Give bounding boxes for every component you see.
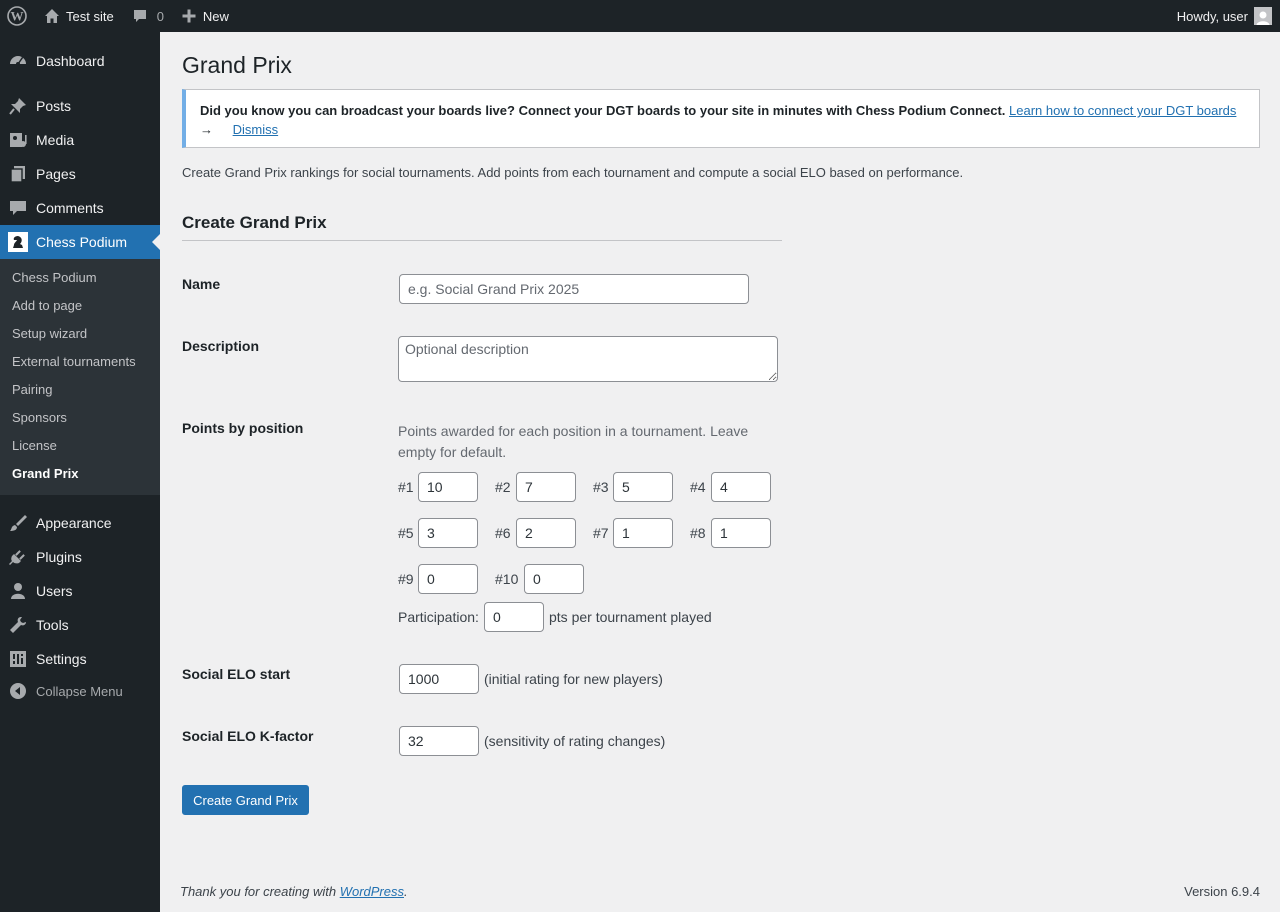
position-8-input[interactable]: [711, 518, 771, 548]
participation-label: Participation:: [398, 609, 479, 625]
sidebar-item-label: Dashboard: [36, 53, 105, 69]
elo-k-label: Social ELO K-factor: [182, 728, 314, 744]
footer-thanks-suffix: .: [404, 884, 408, 899]
current-menu-arrow: [152, 234, 160, 250]
home-icon: [44, 8, 60, 24]
wrench-icon: [0, 615, 36, 635]
comment-icon: [0, 198, 36, 218]
sidebar-item-settings[interactable]: [0, 642, 160, 676]
submenu-item-license[interactable]: License: [12, 438, 57, 453]
admin-sidebar: [0, 32, 160, 912]
settings-icon: [0, 649, 36, 669]
name-label: Name: [182, 276, 221, 292]
participation-input[interactable]: [484, 602, 544, 632]
position-label: #3: [593, 479, 609, 495]
points-hint: Points awarded for each position in a tournament. Leave empty for default.: [398, 423, 749, 460]
site-name-link[interactable]: [34, 0, 114, 32]
submenu-item-grand-prix[interactable]: Grand Prix: [12, 466, 79, 481]
svg-text:W: W: [10, 8, 24, 24]
new-content-link[interactable]: [164, 0, 229, 32]
comments-link[interactable]: [114, 0, 164, 32]
comments-count: 0: [156, 8, 164, 24]
dismiss-link[interactable]: Dismiss: [232, 122, 279, 137]
info-notice: [182, 89, 1260, 148]
chess-podium-icon: [0, 232, 36, 252]
sidebar-item-label: Settings: [36, 651, 87, 667]
admin-bar: [0, 0, 1280, 32]
sidebar-item-label: Tools: [36, 617, 69, 633]
wordpress-link[interactable]: WordPress: [339, 884, 404, 899]
position-6-input[interactable]: [516, 518, 576, 548]
site-name: Test site: [66, 8, 114, 24]
submenu-item-pairing[interactable]: Pairing: [12, 382, 53, 397]
position-7-input[interactable]: [613, 518, 673, 548]
sidebar-item-media[interactable]: [0, 123, 160, 157]
position-label: #2: [495, 479, 511, 495]
sidebar-item-chess-podium[interactable]: [0, 225, 160, 259]
submenu-item-sponsors[interactable]: Sponsors: [12, 410, 67, 425]
sidebar-item-label: Posts: [36, 98, 72, 114]
position-4-input[interactable]: [711, 472, 771, 502]
submenu-item-add-to-page[interactable]: Add to page: [12, 298, 83, 313]
footer-thanks-prefix: Thank you for creating with: [180, 884, 340, 899]
position-label: #5: [398, 525, 414, 541]
sidebar-item-label: Pages: [36, 166, 76, 182]
footer-version: Version 6.9.4: [1184, 884, 1260, 899]
points-label: Points by position: [182, 420, 304, 436]
sidebar-item-users[interactable]: [0, 574, 160, 608]
pages-icon: [0, 164, 36, 184]
sidebar-item-tools[interactable]: [0, 608, 160, 642]
collapse-menu-button[interactable]: [0, 674, 160, 708]
position-5-input[interactable]: [418, 518, 478, 548]
plus-icon: [182, 9, 196, 23]
position-label: #8: [690, 525, 706, 541]
sidebar-item-appearance[interactable]: [0, 506, 160, 540]
participation-suffix: pts per tournament played: [549, 609, 712, 625]
media-icon: [0, 130, 36, 150]
sidebar-item-dashboard[interactable]: [0, 44, 160, 78]
position-10-input[interactable]: [524, 564, 584, 594]
user-icon: [0, 581, 36, 601]
position-3-input[interactable]: [613, 472, 673, 502]
name-input[interactable]: [399, 274, 749, 304]
description-textarea[interactable]: [398, 336, 778, 382]
chess-podium-submenu: [0, 259, 160, 495]
notice-text: Did you know you can broadcast your boards live? Connect your DGT boards to your site in minutes with Chess Podium Connect.: [200, 103, 1006, 118]
elo-k-suffix: (sensitivity of rating changes): [484, 733, 666, 749]
brush-icon: [0, 513, 36, 533]
elo-start-suffix: (initial rating for new players): [484, 671, 663, 687]
notice-link[interactable]: Learn how to connect your DGT boards: [1009, 103, 1237, 118]
page-intro: Create Grand Prix rankings for social tournaments. Add points from each tournament and compute a social ELO based on performance.: [182, 165, 964, 180]
collapse-icon: [0, 682, 36, 700]
wordpress-logo-icon[interactable]: [0, 0, 34, 32]
elo-start-input[interactable]: [399, 664, 479, 694]
section-title: Create Grand Prix: [182, 213, 327, 232]
sidebar-item-label: Plugins: [36, 549, 82, 565]
howdy-text: Howdy, user: [1176, 8, 1248, 24]
sidebar-item-comments[interactable]: [0, 191, 160, 225]
sidebar-item-pages[interactable]: [0, 157, 160, 191]
pin-icon: [0, 96, 36, 116]
position-9-input[interactable]: [418, 564, 478, 594]
elo-k-input[interactable]: [399, 726, 479, 756]
submenu-item-external-tournaments[interactable]: External tournaments: [12, 354, 136, 369]
submenu-item-setup-wizard[interactable]: Setup wizard: [12, 326, 88, 341]
notice-arrow: →: [200, 122, 213, 137]
comment-icon: [132, 8, 148, 24]
position-label: #1: [398, 479, 414, 495]
my-account-link[interactable]: [1177, 0, 1280, 32]
position-label: #10: [495, 571, 519, 587]
elo-start-label: Social ELO start: [182, 666, 291, 682]
position-1-input[interactable]: [418, 472, 478, 502]
sidebar-item-label: Users: [36, 583, 73, 599]
position-label: #6: [495, 525, 511, 541]
create-grand-prix-button[interactable]: Create Grand Prix: [182, 785, 309, 815]
sidebar-item-label: Comments: [36, 200, 104, 216]
sidebar-item-label: Appearance: [36, 515, 112, 531]
position-label: #7: [593, 525, 609, 541]
sidebar-item-plugins[interactable]: [0, 540, 160, 574]
footer-thanks: [180, 884, 408, 899]
position-2-input[interactable]: [516, 472, 576, 502]
position-label: #9: [398, 571, 414, 587]
page-title: Grand Prix: [182, 52, 292, 78]
sidebar-item-label: Media: [36, 132, 75, 148]
avatar: [1254, 7, 1272, 25]
section-divider: [182, 240, 782, 241]
sidebar-item-posts[interactable]: [0, 89, 160, 123]
sidebar-item-label: Chess Podium: [36, 234, 128, 250]
description-label: Description: [182, 338, 260, 354]
dashboard-icon: [0, 51, 36, 71]
new-label: New: [202, 8, 229, 24]
plug-icon: [0, 547, 36, 567]
position-label: #4: [690, 479, 706, 495]
submenu-item-chess-podium[interactable]: Chess Podium: [12, 270, 97, 285]
collapse-menu-label: Collapse Menu: [36, 683, 123, 699]
